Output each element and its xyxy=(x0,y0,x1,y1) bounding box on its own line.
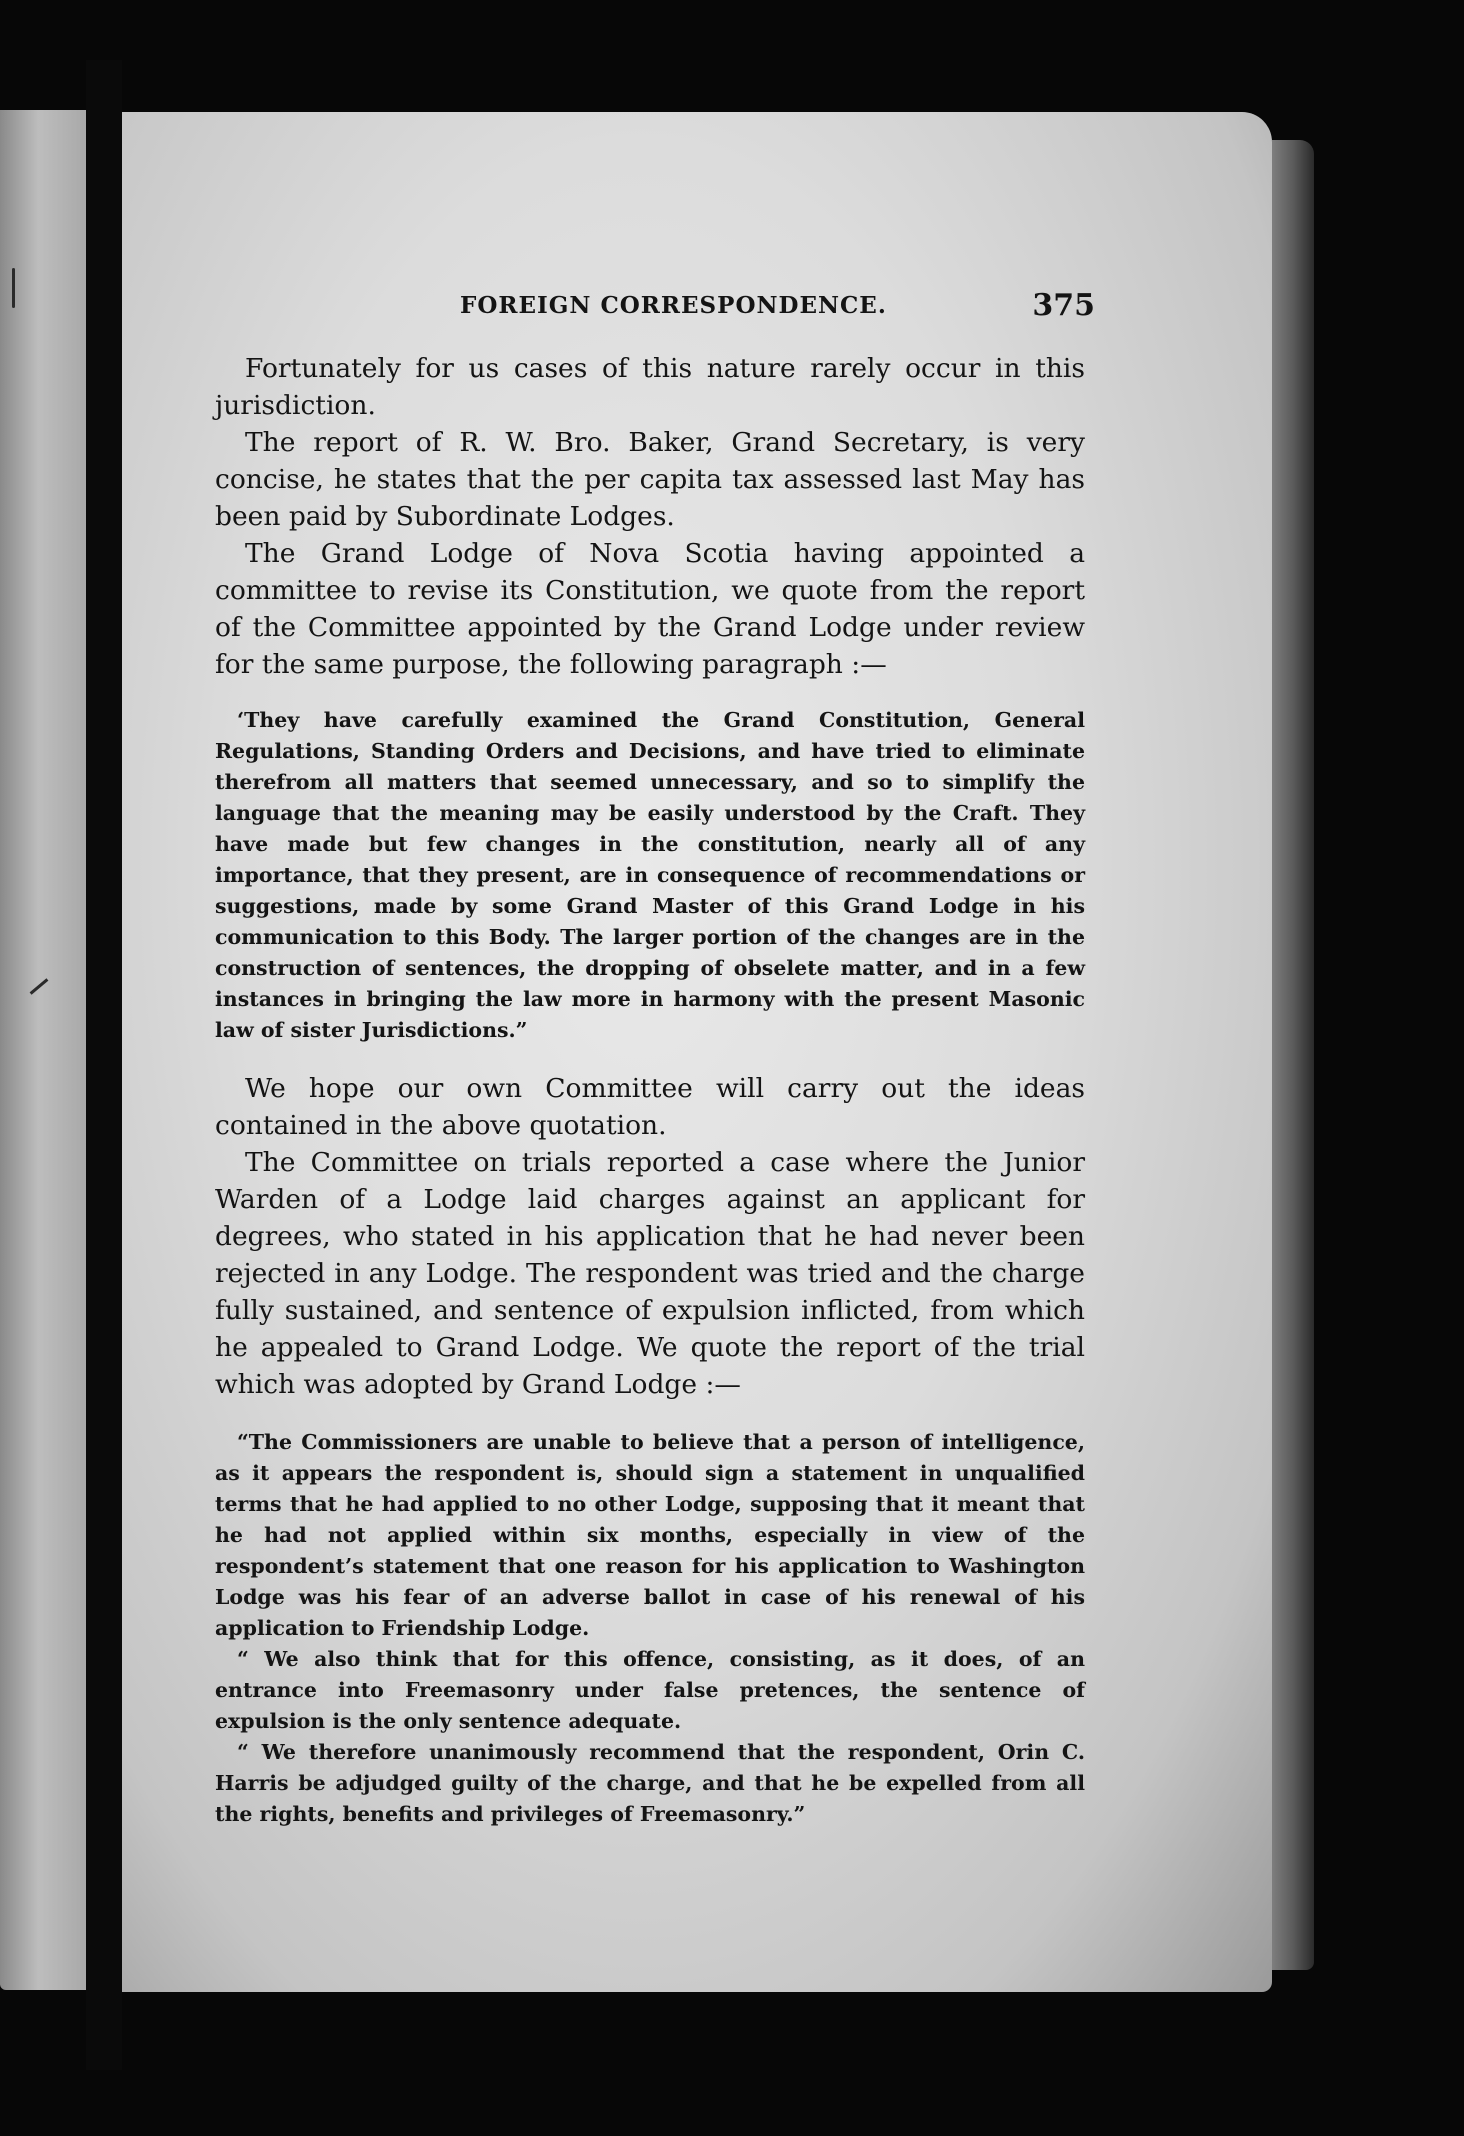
paragraph: The report of R. W. Bro. Baker, Grand Secretary, is very concise, he states that the per capita tax assessed last May has been paid by Subordinate Lodges. xyxy=(215,427,1085,532)
page-number: 375 xyxy=(1032,288,1095,323)
block-quote xyxy=(215,1427,1085,1830)
paragraph: We hope our own Committee will carry out the ideas contained in the above quotation. xyxy=(215,1073,1085,1141)
paragraph: The Grand Lodge of Nova Scotia having appointed a committee to revise its Constitution, we quote from the report of the Committee appointed by the Grand Lodge under review for the same purpose, the following paragraph :— xyxy=(215,538,1085,680)
running-head xyxy=(215,288,1095,332)
paragraph: The Committee on trials reported a case where the Junior Warden of a Lodge laid charges against an applicant for degrees, who stated in his application that he had never been rejected in any Lodge. The respondent was tried and the charge fully sustained, and sentence of expulsion inflicted, from which he appealed to Grand Lodge. We quote the report of the trial which was adopted by Grand Lodge :— xyxy=(215,1147,1085,1400)
page-header-title: FOREIGN CORRESPONDENCE. xyxy=(460,292,887,319)
quote-paragraph: “ We also think that for this offence, consisting, as it does, of an entrance into Freemasonry under false pretences, the sentence of expulsion is the only sentence adequate. xyxy=(215,1647,1085,1733)
book-gutter xyxy=(86,60,122,2070)
page-stack-edge xyxy=(1272,140,1314,1970)
quote-paragraph: “ We therefore unanimously recommend that the respondent, Orin C. Harris be adjudged guilty of the charge, and that he be expelled from all the rights, benefits and privileges of Freemasonry.” xyxy=(215,1740,1085,1826)
page-body xyxy=(215,350,1085,1830)
quote-paragraph: “The Commissioners are unable to believe that a person of intelligence, as it appears the respondent is, should sign a statement in unqualified terms that he had applied to no other Lodge, supposing that it meant that he had not applied within six months, especially in view of the respondent’s statement that one reason for his application to Washington Lodge was his fear of an adverse ballot in case of his renewal of his application to Friendship Lodge. xyxy=(215,1430,1085,1640)
scan-mark xyxy=(12,268,15,308)
paragraph: Fortunately for us cases of this nature rarely occur in this jurisdiction. xyxy=(215,353,1085,421)
left-page-edge xyxy=(0,110,86,1990)
block-quote: ‘They have carefully examined the Grand Constitution, General Regulations, Standing Orders and Decisions, and have tried to eliminate therefrom all matters that seemed unnecessary, and so to simplify the language that the meaning may be easily understood by the Craft. They have made but few changes in the constitution, nearly all of any importance, that they present, are in consequence of recommendations or suggestions, made by some Grand Master of this Grand Lodge in his communication to this Body. The larger portion of the changes are in the construction of sentences, the dropping of obselete matter, and in a few instances in bringing the law more in harmony with the present Masonic law of sister Jurisdictions.” xyxy=(215,708,1085,1042)
